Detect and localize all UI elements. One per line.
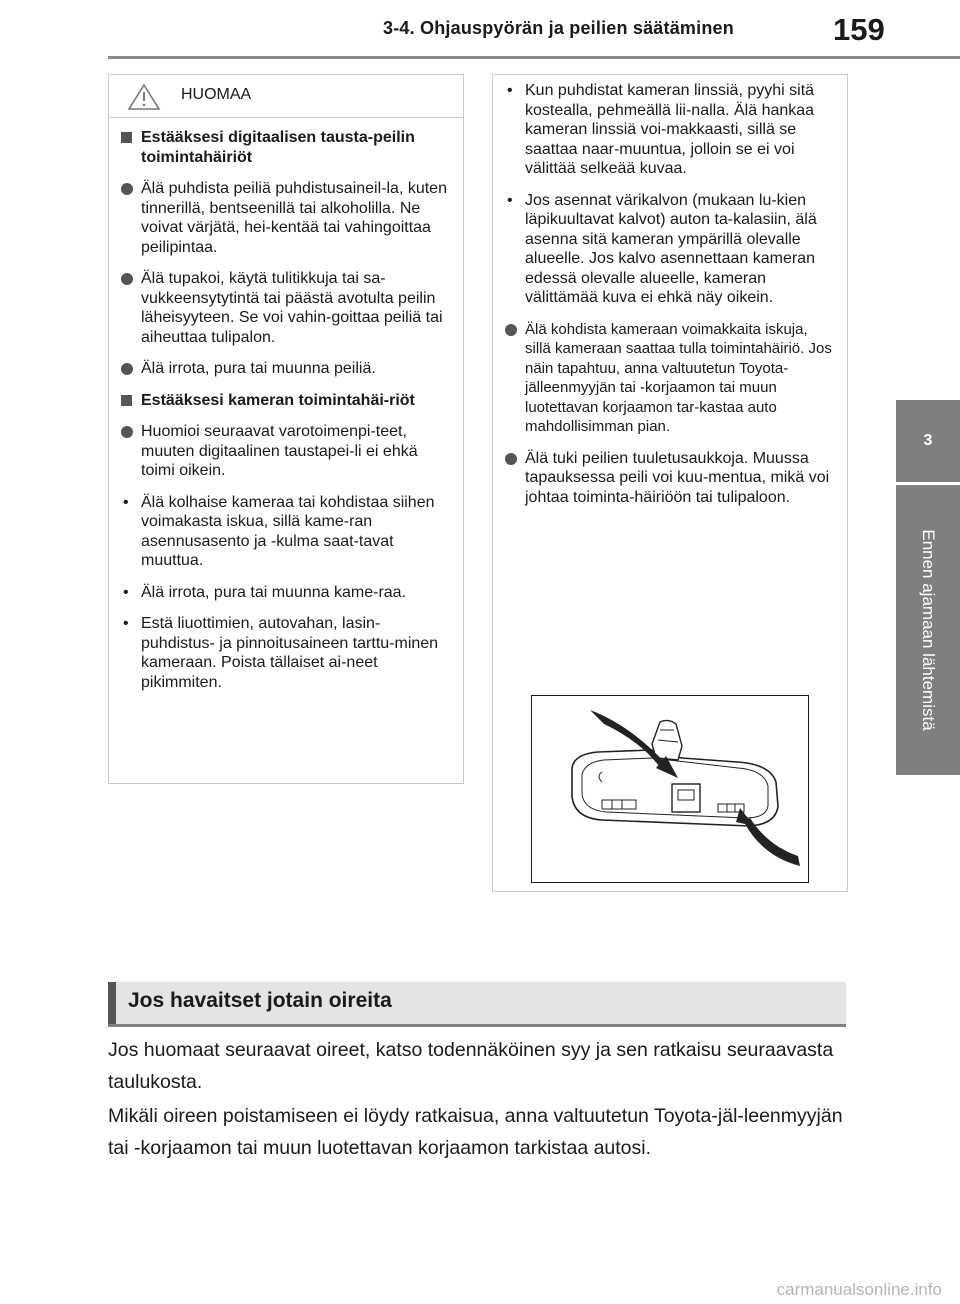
list-item: [505, 191, 835, 308]
body-paragraph: Mikäli oireen poistamiseen ei löydy ratkaisua, anna valtuutetun Toyota-jäl-leenmyyjän tai -korjaamon tai muun luotettavan korjaamon tarkistaa autosi.: [108, 1105, 843, 1159]
item-text: Estä liuottimien, autovahan, lasin-puhdistus- ja pinnoitusaineen tarttu-minen kameraan. Poista tällaiset ai-neet pikimmiten.: [141, 615, 439, 691]
list-item: [121, 493, 451, 571]
mirror-camera-illustration: [531, 695, 809, 883]
list-item: [121, 359, 451, 379]
notice-box: [108, 74, 464, 784]
rear-mirror-drawing: [532, 696, 808, 882]
notice-left-column: [109, 118, 463, 692]
section-heading-bar: [108, 982, 846, 1027]
bullet-mark: •: [123, 583, 129, 601]
item-text: Älä irrota, pura tai muunna kame-raa.: [141, 583, 407, 601]
round-bullet-icon: [121, 363, 133, 375]
chapter-tab-number: 3: [896, 400, 960, 482]
bullet-mark: •: [123, 493, 129, 511]
item-text: Älä kohdista kameraan voimakkaita iskuja, sillä kameraan saattaa tulla toimintahäiriö. Jos näin tapahtuu, anna valtuutetun Toyota-jälleenmyyjän tai -korjaamon tai muun luotettavan korjaamon tar-kastaa auto mahdollisimman pian.: [525, 320, 832, 435]
chapter-tab-label: Ennen ajamaan lähtemistä: [919, 529, 938, 731]
bullet-mark: •: [123, 615, 129, 632]
round-bullet-icon: [505, 324, 517, 336]
item-text: Älä kolhaise kameraa tai kohdistaa siihen voimakasta iskua, sillä kame-ran asennusasento ja -kulma saat-tavat muuttua.: [141, 493, 435, 569]
round-bullet-icon: [121, 183, 133, 195]
round-bullet-icon: [121, 273, 133, 285]
square-bullet-icon: [121, 132, 132, 143]
item-text: Älä tupakoi, käytä tulitikkuja tai sa-vukkeensytytintä tai päästä avotulta peilin läheisyyteen. Se voi vahin-goittaa peiliä tai aiheuttaa tulipalon.: [141, 270, 443, 346]
chapter-tab: [896, 485, 960, 775]
list-item: [505, 449, 835, 508]
list-item: [121, 422, 451, 481]
section-accent: [108, 982, 116, 1024]
warning-triangle-icon: [127, 83, 161, 111]
section-title: Jos havaitset jotain oireita: [128, 989, 392, 1012]
item-text: Älä tuki peilien tuuletusaukkoja. Muussa tapauksessa peili voi kuu-mentua, mikä voi johtaa toiminta-häiriöön tai tulipaloon.: [525, 449, 830, 506]
item-text: Estääksesi digitaalisen tausta-peilin toimintahäiriöt: [141, 129, 415, 166]
item-text: Huomioi seuraavat varotoimenpi-teet, muuten digitaalinen taustapei-li ei ehkä toimi oikein.: [141, 423, 418, 479]
round-bullet-icon: [121, 426, 133, 438]
list-item: [121, 269, 451, 347]
item-text: Älä irrota, pura tai muunna peiliä.: [141, 360, 376, 377]
notice-right-column: [493, 75, 847, 507]
notice-title: HUOMAA: [181, 86, 252, 103]
list-item: [121, 614, 451, 692]
list-item: [121, 179, 451, 257]
list-item: [121, 391, 451, 411]
header-divider: [108, 56, 960, 59]
square-bullet-icon: [121, 395, 132, 406]
item-text: Estääksesi kameran toimintahäi-riöt: [141, 391, 415, 409]
item-text: Kun puhdistat kameran linssiä, pyyhi sitä kostealla, pehmeällä lii-nalla. Älä hankaa kameran linssiä voi-makkaasti, sillä se saattaa naar-muuntua, jolloin se ei voi välittää selkeää kuvaa.: [525, 82, 815, 177]
body-paragraph: Jos huomaat seuraavat oireet, katso todennäköinen syy ja sen ratkaisu seuraavasta taulukosta.: [108, 1039, 834, 1093]
list-item: [121, 583, 451, 603]
header-section-title: 3-4. Ohjauspyörän ja peilien säätäminen: [383, 18, 734, 38]
bullet-mark: •: [507, 191, 513, 209]
list-item: [505, 81, 835, 179]
item-text: Älä puhdista peiliä puhdistusaineil-la, kuten tinnerillä, bentseenillä tai alkoholilla. Ne voivat värjätä, hei-kentää tai vahingoittaa peilipintaa.: [141, 180, 447, 256]
item-text: Jos asennat värikalvon (mukaan lu-kien läpikuultavat kalvot) auton ta-kalasiin, älä asenna sitä kameran ympärillä olevalle alueelle. Jos kalvo asennettaan kameran edessä olevalle alueelle, kameran välittämää kuva ei ehkä näy oikein.: [525, 191, 817, 306]
notice-box-continued: [492, 74, 848, 892]
list-item: [121, 128, 451, 167]
bullet-mark: •: [507, 82, 513, 99]
watermark: carmanualsonline.info: [776, 1280, 942, 1299]
page-number: 159: [833, 12, 885, 47]
notice-header: [109, 75, 463, 118]
list-item: [505, 320, 835, 437]
round-bullet-icon: [505, 453, 517, 465]
